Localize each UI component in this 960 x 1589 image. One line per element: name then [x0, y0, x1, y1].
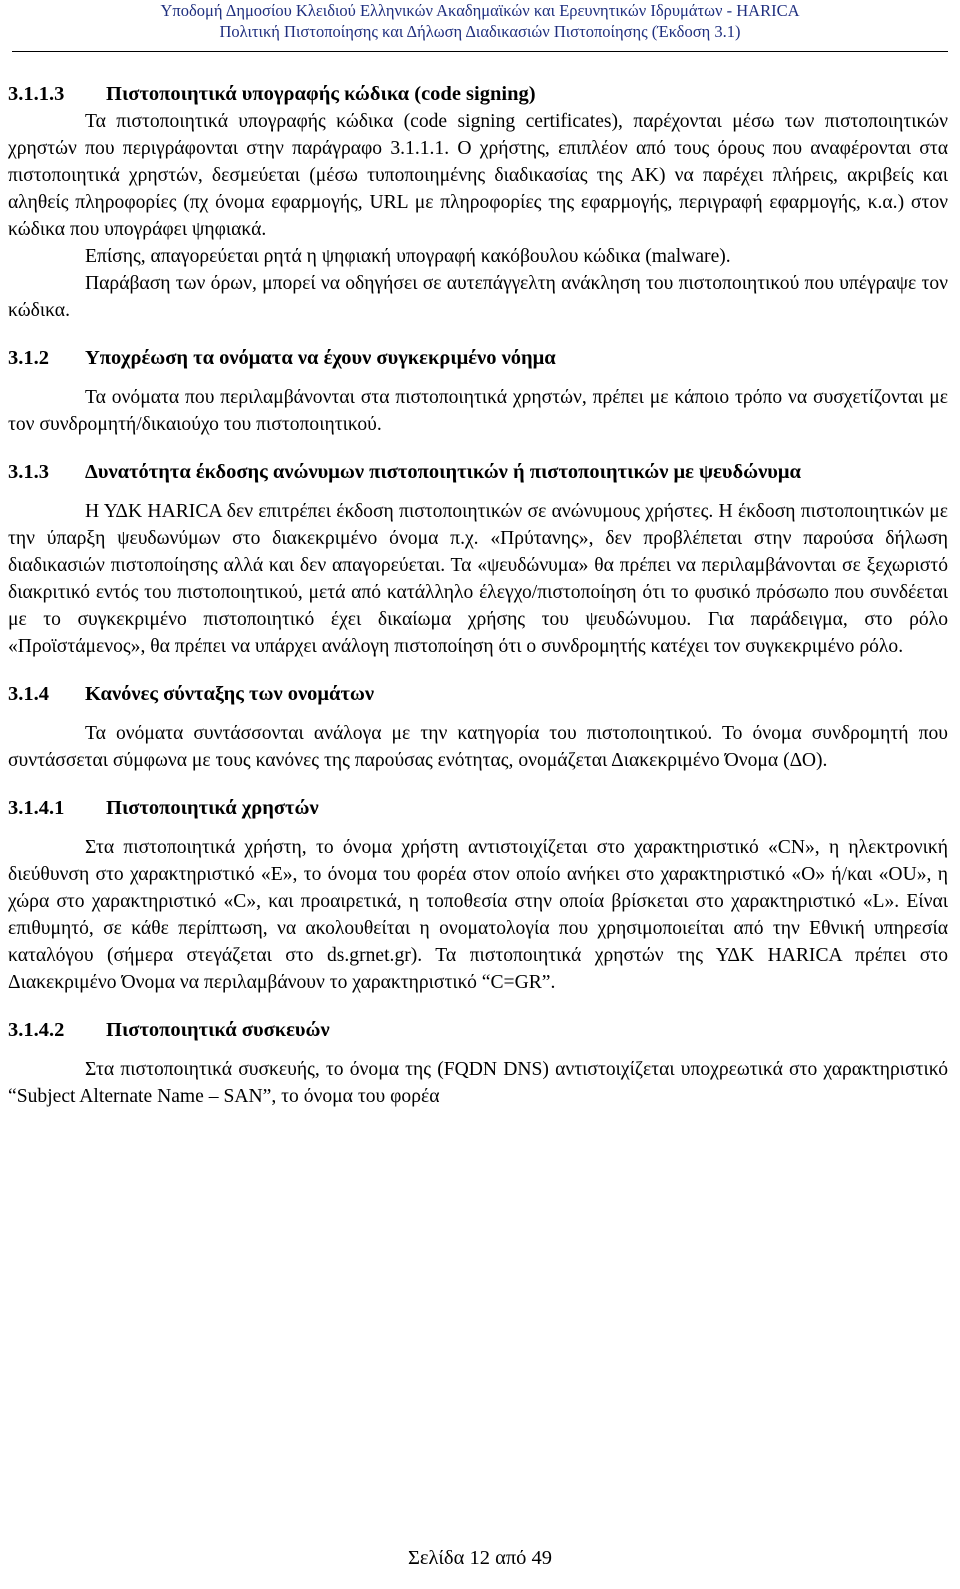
paragraph: Τα ονόματα που περιλαμβάνονται στα πιστοποιητικά χρηστών, πρέπει με κάποιο τρόπο να συσχετίζονται με τον συνδρομητή/δικαιούχο του πιστοποιητικού. [8, 387, 948, 435]
heading-3-1-4-1 [8, 794, 948, 822]
header-line-1: Υποδομή Δημοσίου Κλειδιού Ελληνικών Ακαδημαϊκών και Ερευνητικών Ιδρυμάτων - HARICA [160, 1, 800, 20]
paragraph: Επίσης, απαγορεύεται ρητά η ψηφιακή υπογραφή κακόβουλου κώδικα (malware). [85, 246, 731, 267]
heading-3-1-4 [8, 680, 948, 708]
heading-3-1-1-3 [8, 80, 948, 108]
heading-title: Κανόνες σύνταξης των ονομάτων [85, 683, 375, 705]
heading-title: Πιστοποιητικά συσκευών [106, 1019, 330, 1041]
page-header [0, 0, 960, 42]
heading-number: 3.1.4.1 [8, 797, 65, 819]
heading-number: 3.1.4 [8, 683, 49, 705]
paragraph: Στα πιστοποιητικά χρήστη, το όνομα χρήστη αντιστοιχίζεται στο χαρακτηριστικό «CN», η ηλεκτρονική διεύθυνση στο χαρακτηριστικό «E», το όνομα του φορέα στον οποίο ανήκει στο χαρακτηριστικό «O» ή/και «OU», η χώρα στο χαρακτηριστικό «C», και προαιρετικά, η τοποθεσία στην οποία βρίσκεται στο χαρακτηριστικό «L». Είναι επιθυμητό, σε κάθε περίπτωση, να ακολουθείται η ονοματολογία που χρησιμοποιείται από την Εθνική υπηρεσία καταλόγου (σήμερα στεγάζεται στο ds.grnet.gr). Τα πιστοποιητικά χρηστών της ΥΔΚ HARICA πρέπει στο Διακεκριμένο Όνομα να περιλαμβάνουν το χαρακτηριστικό “C=GR”. [8, 837, 948, 993]
paragraph: Τα ονόματα συντάσσονται ανάλογα με την κατηγορία του πιστοποιητικού. Το όνομα συνδρομητή που συντάσσεται σύμφωνα με τους κανόνες της παρούσας ενότητας, ονομάζεται Διακεκριμένο Όνομα (ΔΟ). [8, 723, 948, 771]
paragraph: Στα πιστοποιητικά συσκευής, το όνομα της (FQDN DNS) αντιστοιχίζεται υποχρεωτικά στο χαρακτηριστικό “Subject Alternate Name – SAN”, το όνομα του φορέα [8, 1059, 948, 1107]
heading-title: Πιστοποιητικά υπογραφής κώδικα (code signing) [106, 83, 536, 105]
heading-title: Υποχρέωση τα ονόματα να έχουν συγκεκριμένο νόημα [85, 347, 556, 369]
paragraph: Παράβαση των όρων, μπορεί να οδηγήσει σε αυτεπάγγελτη ανάκληση του πιστοποιητικού που υπέγραψε τον κώδικα. [8, 273, 948, 321]
page-number: Σελίδα 12 από 49 [407, 1547, 553, 1569]
paragraph: Η ΥΔΚ HARICA δεν επιτρέπει έκδοση πιστοποιητικών σε ανώνυμους χρήστες. Η έκδοση πιστοποιητικών με την ύπαρξη ψευδωνύμων στο διακεκριμένο όνομα π.χ. «Πρύτανης», δεν προβλέπεται στην παρούσα δήλωση διαδικασιών πιστοποίησης αλλά και δεν απαγορεύεται. Τα «ψευδώνυμα» θα πρέπει να περιλαμβάνονται σε ξεχωριστό διακριτικό εντός του πιστοποιητικού, μετά από κατάλληλο έλεγχο/πιστοποίηση ότι το φυσικό πρόσωπο που συνδέεται με το συγκεκριμένο πιστοποιητικό έχει δικαίωμα χρήσης του ψευδώνυμου. Για παράδειγμα, στο ρόλο «Προϊστάμενος», θα πρέπει να υπάρχει ανάλογη πιστοποίηση ότι ο συνδρομητής κατέχει τον συγκεκριμένο ρόλο. [8, 501, 948, 657]
heading-title: Πιστοποιητικά χρηστών [106, 797, 319, 819]
heading-number: 3.1.2 [8, 347, 49, 369]
header-line-2: Πολιτική Πιστοποίησης και Δήλωση Διαδικασιών Πιστοποίησης (Έκδοση 3.1) [219, 22, 741, 41]
heading-number: 3.1.3 [8, 461, 49, 483]
document-body [8, 80, 948, 1110]
heading-3-1-2 [8, 344, 948, 372]
heading-number: 3.1.1.3 [8, 83, 65, 105]
header-divider [12, 51, 948, 52]
heading-number: 3.1.4.2 [8, 1019, 65, 1041]
heading-3-1-3 [8, 458, 948, 486]
paragraph: Τα πιστοποιητικά υπογραφής κώδικα (code signing certificates), παρέχονται μέσω των πιστοποιητικών χρηστών που περιγράφονται στην παράγραφο 3.1.1.1. Ο χρήστης, επιπλέον από τους όρους που αναφέρονται στα πιστοποιητικά χρηστών, δεσμεύεται (μέσω τυποποιημένης διαδικασίας της ΑΚ) να παρέχει πλήρεις, ακριβείς και αληθείς πληροφορίες (πχ όνομα εφαρμογής, URL με πληροφορίες της εφαρμογής, περιγραφή εφαρμογής, κ.α.) στον κώδικα που υπογράφει ψηφιακά. [8, 111, 948, 240]
heading-3-1-4-2 [8, 1016, 948, 1044]
heading-title: Δυνατότητα έκδοσης ανώνυμων πιστοποιητικών ή πιστοποιητικών με ψευδώνυμα [85, 461, 801, 483]
page-footer [0, 1545, 960, 1571]
